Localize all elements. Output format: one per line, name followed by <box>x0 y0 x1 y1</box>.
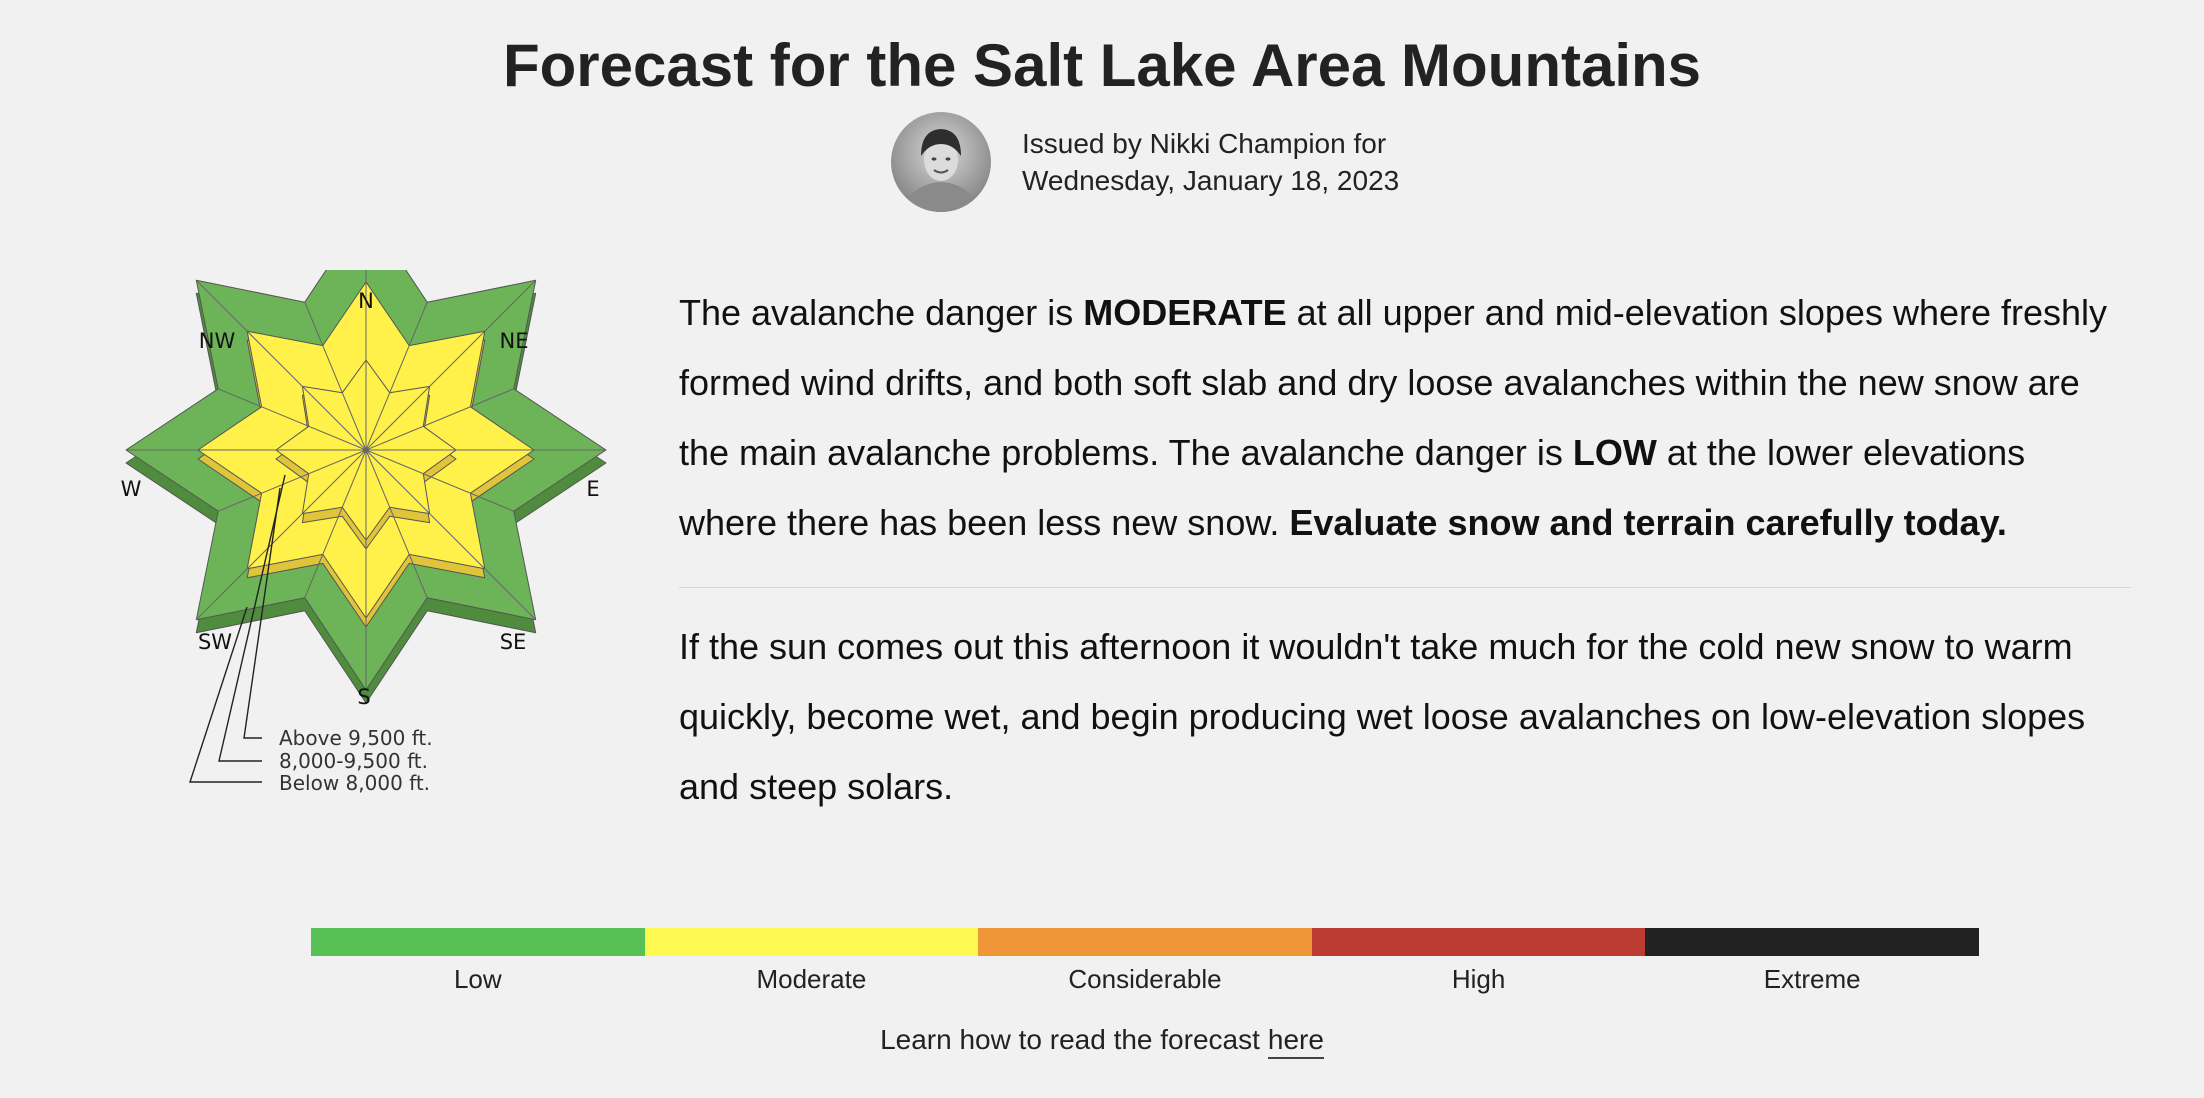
direction-sw-label: SW <box>197 630 233 654</box>
scale-segment-extreme <box>1645 928 1979 956</box>
danger-rose <box>100 270 640 810</box>
issuer-block <box>891 112 1399 212</box>
danger-scale-bar <box>311 928 1979 956</box>
scale-label-high: High <box>1451 964 1506 994</box>
direction-w-label: W <box>120 477 142 501</box>
danger-scale <box>311 928 1979 995</box>
issued-text <box>1022 125 1399 199</box>
scale-label-moderate: Moderate <box>756 964 867 994</box>
legend-mid-elevation: 8,000-9,500 ft. <box>279 749 428 773</box>
scale-segment-moderate <box>645 928 979 956</box>
summary-paragraph: The avalanche danger is MODERATE at all upper and mid-elevation slopes where freshly formed wind drifts, and both soft slab and dry loose avalanches within the new snow are the main avalanche problems. The avalanche danger is LOW at the lower elevations where there has been less new snow. Evaluate snow and terrain carefully today. <box>679 292 2108 543</box>
direction-s-label: S <box>357 685 371 709</box>
divider <box>679 587 2131 588</box>
scale-label-low: Low <box>453 964 502 994</box>
learn-more <box>0 1024 2204 1056</box>
direction-ne-label: NE <box>499 329 529 353</box>
danger-scale-labels <box>311 964 1979 995</box>
direction-e-label: E <box>586 477 600 501</box>
legend-upper-elevation: Above 9,500 ft. <box>279 726 433 750</box>
direction-n-label: N <box>358 289 374 313</box>
scale-segment-high <box>1312 928 1646 956</box>
forecaster-photo <box>891 112 991 212</box>
issued-by: Issued by Nikki Champion for <box>1022 128 1387 159</box>
page-title: Forecast for the Salt Lake Area Mountains <box>502 32 1702 99</box>
scale-segment-considerable <box>978 928 1312 956</box>
danger-low-text: LOW <box>1572 432 1657 473</box>
direction-se-label: SE <box>499 630 527 654</box>
advice-text: Evaluate snow and terrain carefully today. <box>1289 502 2007 543</box>
learn-here-link[interactable]: here <box>1268 1024 1324 1059</box>
avatar <box>891 112 991 212</box>
bottom-line <box>679 278 2129 822</box>
issued-date: Wednesday, January 18, 2023 <box>1022 165 1400 196</box>
direction-nw-label: NW <box>198 329 236 353</box>
secondary-paragraph: If the sun comes out this afternoon it wouldn't take much for the cold new snow to warm quickly, become wet, and begin producing wet loose avalanches on low-elevation slopes and steep solars. <box>679 626 2086 807</box>
legend-lower-elevation: Below 8,000 ft. <box>279 771 431 795</box>
scale-label-extreme: Extreme <box>1763 964 1861 994</box>
scale-segment-low <box>311 928 645 956</box>
danger-rose-graphic <box>100 270 640 810</box>
danger-moderate-text: MODERATE <box>1083 292 1287 333</box>
learn-text: Learn how to read the forecast <box>880 1024 1260 1055</box>
scale-label-considerable: Considerable <box>1068 964 1222 994</box>
